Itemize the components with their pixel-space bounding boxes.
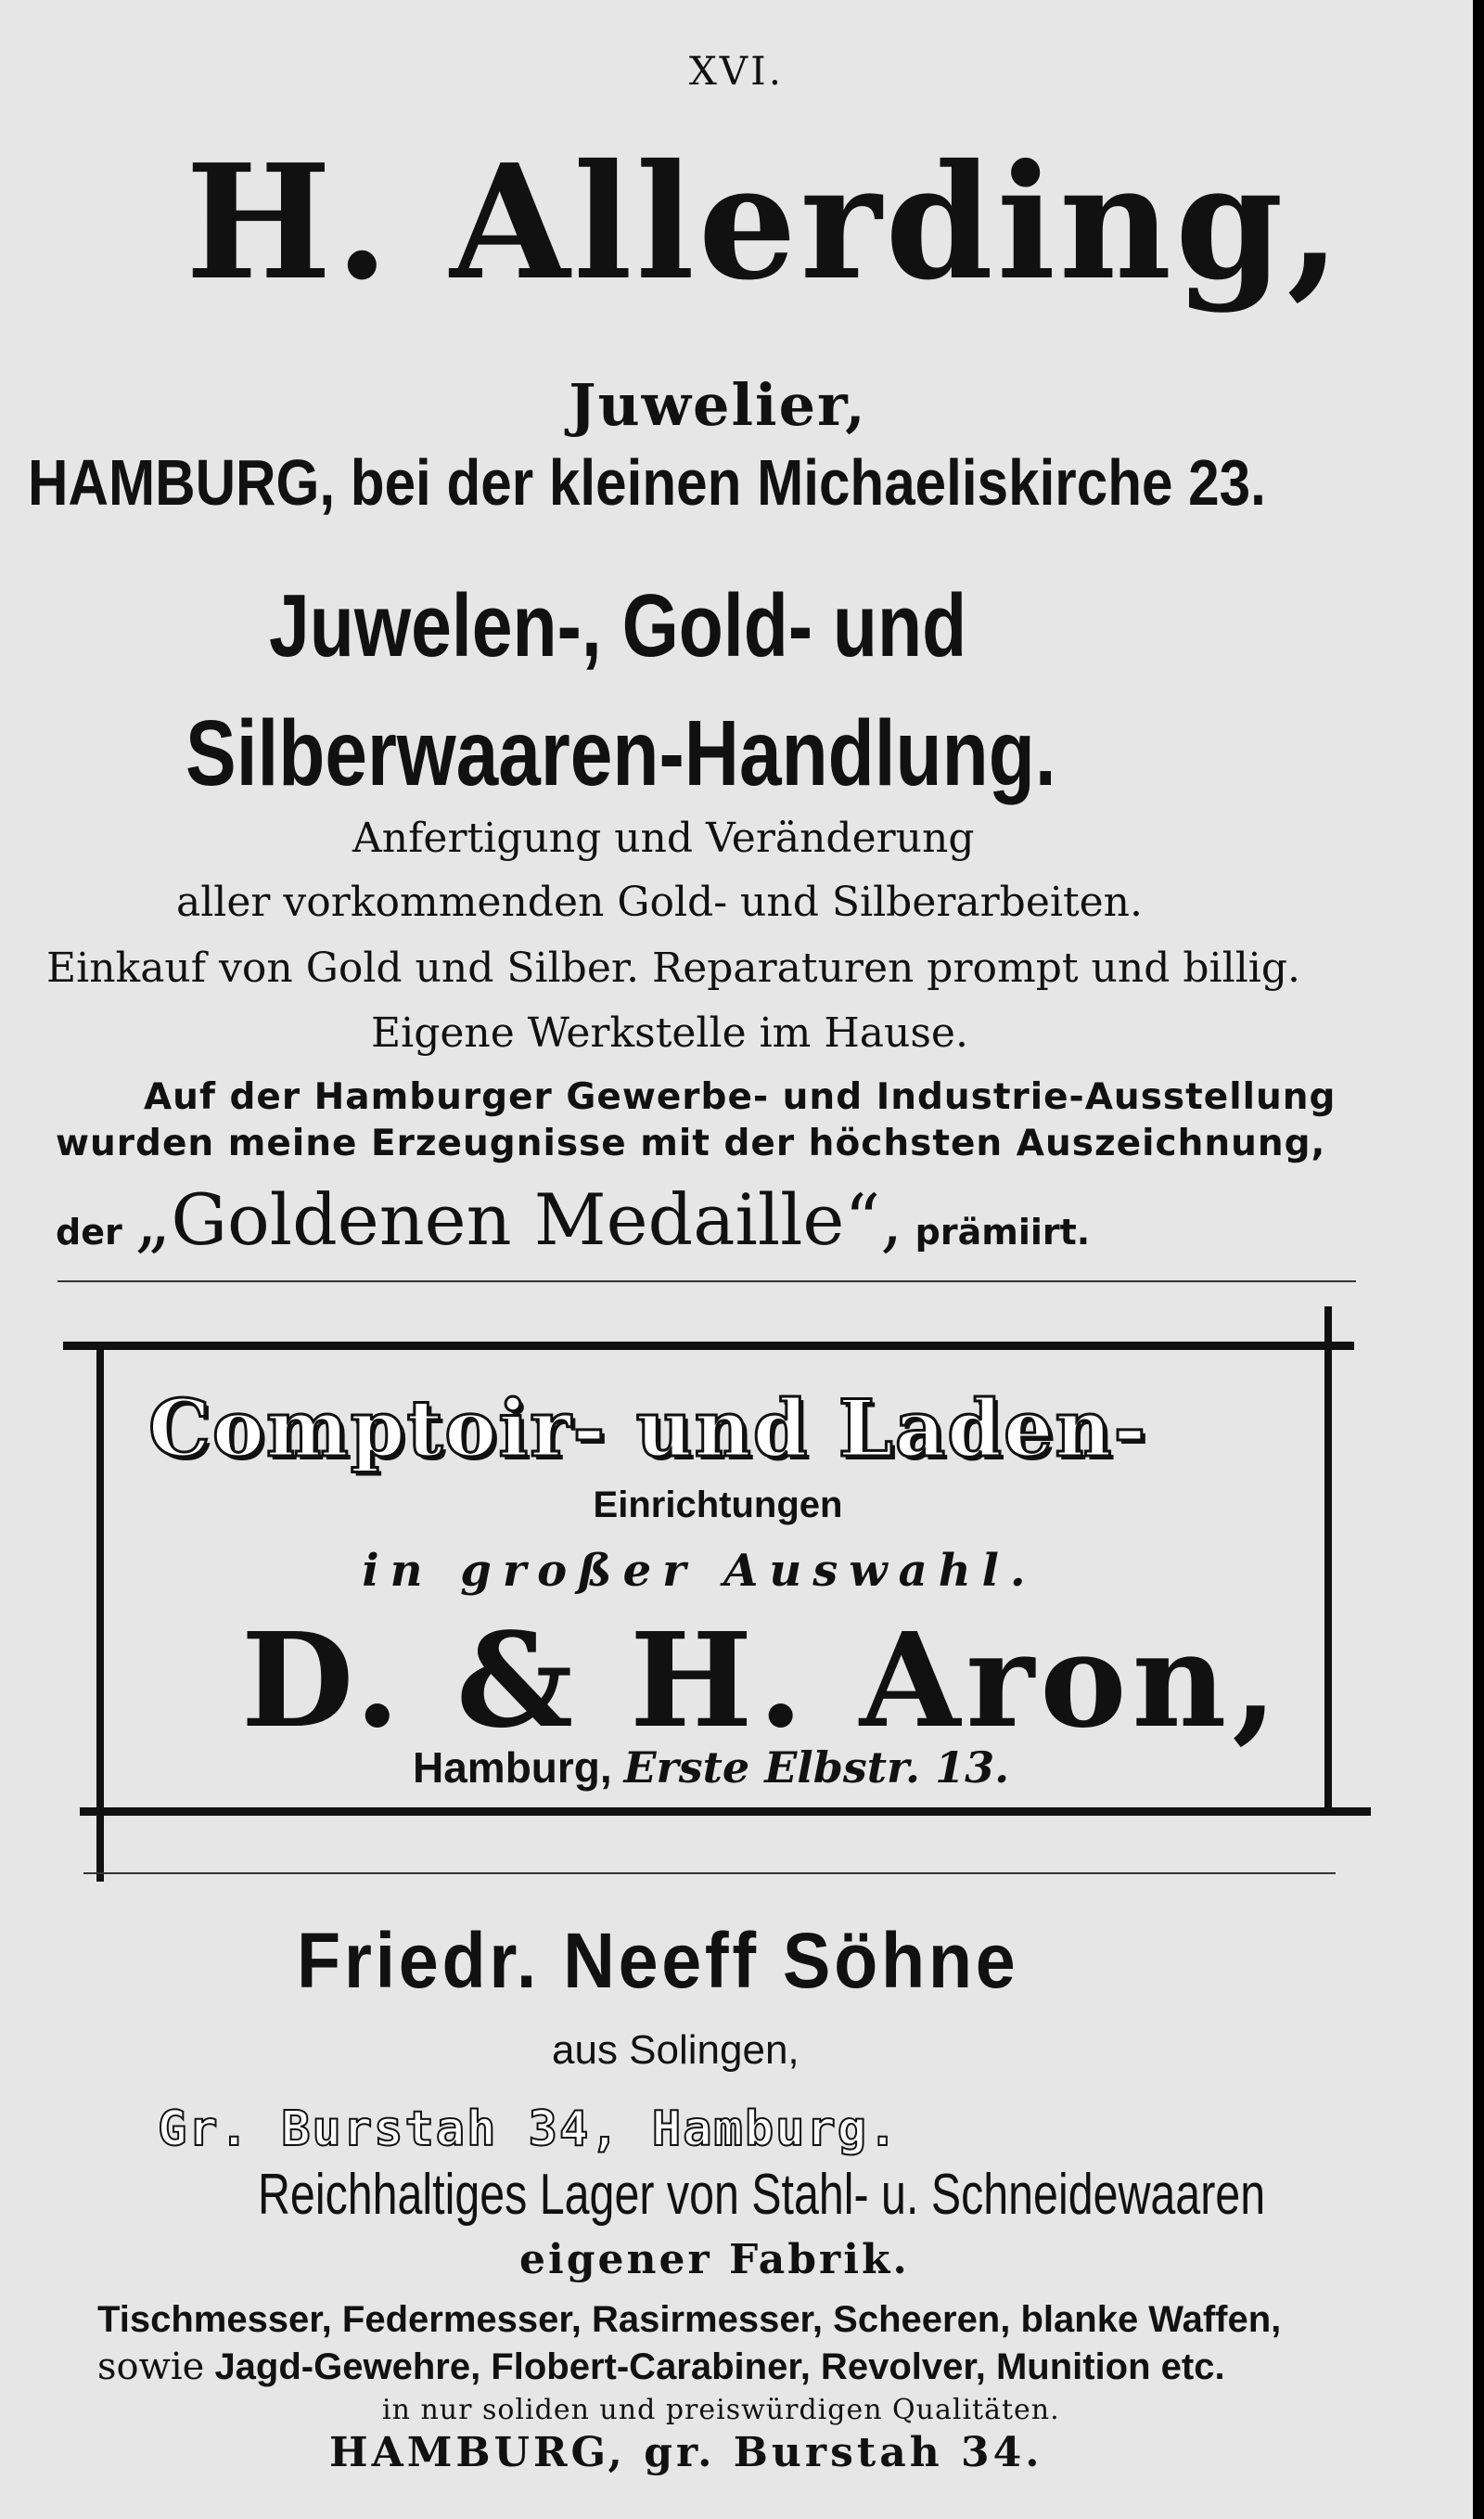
items-list: Jagd-Gewehre, Flobert-Carabiner, Revolver, Munition etc. bbox=[214, 2346, 1225, 2387]
neeff-stock: Reichhaltiges Lager von Stahl- u. Schneidewaaren bbox=[258, 2163, 1266, 2227]
allerding-name: H. Allerding, bbox=[186, 130, 1345, 315]
frame-top bbox=[63, 1342, 1354, 1350]
frame-bottom bbox=[80, 1807, 1371, 1816]
allerding-line-2: aller vorkommenden Gold- und Silberarbeiten. bbox=[176, 879, 1143, 926]
items-prefix: sowie bbox=[97, 2345, 205, 2388]
aron-street: Erste Elbstr. 13. bbox=[623, 1742, 1010, 1793]
neeff-origin: aus Solingen, bbox=[552, 2027, 800, 2073]
aron-selection: in großer Auswahl. bbox=[362, 1545, 1037, 1597]
aron-address bbox=[413, 1742, 1009, 1793]
divider-bottom bbox=[83, 1872, 1336, 1874]
award-suffix: prämiirt. bbox=[915, 1212, 1091, 1253]
page-number: XVI. bbox=[688, 48, 785, 94]
allerding-award-3 bbox=[56, 1178, 1090, 1261]
neeff-items-2 bbox=[97, 2345, 1225, 2388]
allerding-address: HAMBURG, bei der kleinen Michaeliskirche 23. bbox=[28, 446, 1266, 519]
aron-city: Hamburg, bbox=[413, 1743, 612, 1792]
aron-name: D. & H. Aron, bbox=[241, 1605, 1284, 1757]
allerding-award-2: wurden meine Erzeugnisse mit der höchsten Auszeichnung, bbox=[56, 1123, 1326, 1164]
allerding-headline-2: Silberwaaren-Handlung. bbox=[186, 701, 1056, 805]
allerding-line-1: Anfertigung und Veränderung bbox=[352, 815, 975, 862]
neeff-quality: in nur soliden und preiswürdigen Qualitäten. bbox=[382, 2394, 1060, 2426]
aron-subhead: Einrichtungen bbox=[593, 1484, 843, 1525]
divider-top bbox=[58, 1280, 1356, 1282]
aron-headline: Comptoir- und Laden- bbox=[148, 1382, 1148, 1474]
frame-left bbox=[96, 1343, 104, 1882]
allerding-profession: Juwelier, bbox=[569, 371, 867, 439]
neeff-address: Gr. Burstah 34, Hamburg. bbox=[158, 2101, 900, 2157]
neeff-items-1: Tischmesser, Federmesser, Rasirmesser, Scheeren, blanke Waffen, bbox=[97, 2299, 1282, 2340]
allerding-award-1: Auf der Hamburger Gewerbe- und Industrie-Ausstellung bbox=[144, 1076, 1337, 1118]
neeff-own-factory: eigener Fabrik. bbox=[519, 2236, 910, 2283]
allerding-line-4: Eigene Werkstelle im Hause. bbox=[371, 1009, 968, 1057]
golden-medal: „Goldenen Medaille“, bbox=[134, 1178, 903, 1261]
allerding-line-3: Einkauf von Gold und Silber. Reparaturen prompt und billig. bbox=[46, 945, 1300, 992]
allerding-headline-1: Juwelen-, Gold- und bbox=[269, 576, 967, 675]
neeff-name: Friedr. Neeff Söhne bbox=[297, 1917, 1019, 2004]
award-prefix: der bbox=[56, 1212, 122, 1253]
page-edge bbox=[1473, 0, 1484, 2519]
neeff-footer: HAMBURG, gr. Burstah 34. bbox=[329, 2429, 1043, 2476]
